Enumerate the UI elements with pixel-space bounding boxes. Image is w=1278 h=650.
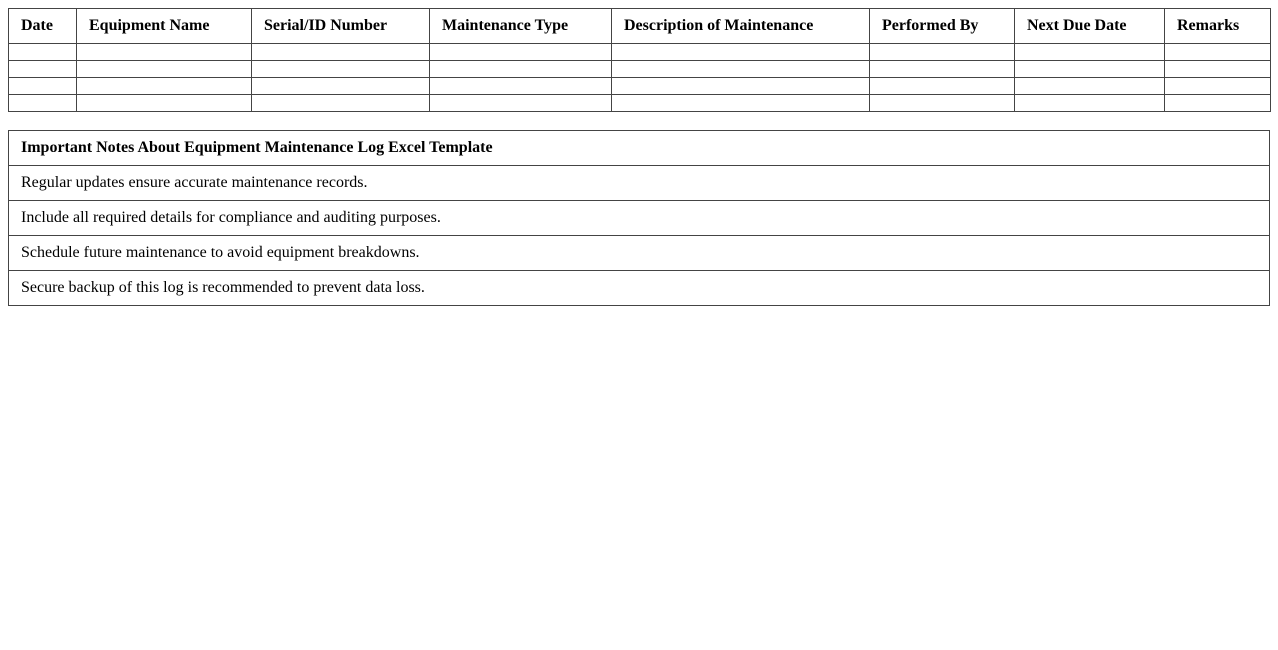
notes-title: Important Notes About Equipment Maintenance Log Excel Template	[9, 131, 1270, 166]
cell-date[interactable]	[9, 95, 77, 112]
cell-serial-id-number[interactable]	[252, 44, 430, 61]
column-header-date: Date	[9, 9, 77, 44]
column-header-performed-by: Performed By	[870, 9, 1015, 44]
table-row	[9, 78, 1271, 95]
cell-date[interactable]	[9, 61, 77, 78]
note-item: Secure backup of this log is recommended to prevent data loss.	[9, 271, 1270, 306]
table-row	[9, 61, 1271, 78]
column-header-equipment-name: Equipment Name	[77, 9, 252, 44]
cell-next-due-date[interactable]	[1015, 44, 1165, 61]
cell-serial-id-number[interactable]	[252, 95, 430, 112]
cell-performed-by[interactable]	[870, 95, 1015, 112]
cell-description[interactable]	[612, 78, 870, 95]
note-row	[9, 236, 1270, 271]
note-row	[9, 271, 1270, 306]
cell-maintenance-type[interactable]	[430, 95, 612, 112]
column-header-maintenance-type: Maintenance Type	[430, 9, 612, 44]
cell-serial-id-number[interactable]	[252, 61, 430, 78]
cell-next-due-date[interactable]	[1015, 78, 1165, 95]
cell-description[interactable]	[612, 95, 870, 112]
cell-equipment-name[interactable]	[77, 61, 252, 78]
cell-description[interactable]	[612, 61, 870, 78]
cell-equipment-name[interactable]	[77, 44, 252, 61]
cell-performed-by[interactable]	[870, 61, 1015, 78]
cell-performed-by[interactable]	[870, 44, 1015, 61]
cell-maintenance-type[interactable]	[430, 44, 612, 61]
cell-equipment-name[interactable]	[77, 78, 252, 95]
notes-title-row	[9, 131, 1270, 166]
cell-remarks[interactable]	[1165, 95, 1271, 112]
cell-equipment-name[interactable]	[77, 95, 252, 112]
note-item: Include all required details for compliance and auditing purposes.	[9, 201, 1270, 236]
note-item: Schedule future maintenance to avoid equipment breakdowns.	[9, 236, 1270, 271]
table-header-row	[9, 9, 1271, 44]
cell-remarks[interactable]	[1165, 78, 1271, 95]
cell-maintenance-type[interactable]	[430, 78, 612, 95]
cell-description[interactable]	[612, 44, 870, 61]
maintenance-log-table	[8, 8, 1271, 112]
column-header-remarks: Remarks	[1165, 9, 1271, 44]
cell-serial-id-number[interactable]	[252, 78, 430, 95]
note-row	[9, 166, 1270, 201]
cell-date[interactable]	[9, 78, 77, 95]
table-row	[9, 95, 1271, 112]
cell-maintenance-type[interactable]	[430, 61, 612, 78]
cell-performed-by[interactable]	[870, 78, 1015, 95]
cell-date[interactable]	[9, 44, 77, 61]
cell-remarks[interactable]	[1165, 61, 1271, 78]
table-row	[9, 44, 1271, 61]
column-header-serial-id-number: Serial/ID Number	[252, 9, 430, 44]
column-header-next-due-date: Next Due Date	[1015, 9, 1165, 44]
cell-next-due-date[interactable]	[1015, 95, 1165, 112]
column-header-description: Description of Maintenance	[612, 9, 870, 44]
note-item: Regular updates ensure accurate maintenance records.	[9, 166, 1270, 201]
note-row	[9, 201, 1270, 236]
cell-next-due-date[interactable]	[1015, 61, 1165, 78]
important-notes-table	[8, 130, 1270, 306]
cell-remarks[interactable]	[1165, 44, 1271, 61]
